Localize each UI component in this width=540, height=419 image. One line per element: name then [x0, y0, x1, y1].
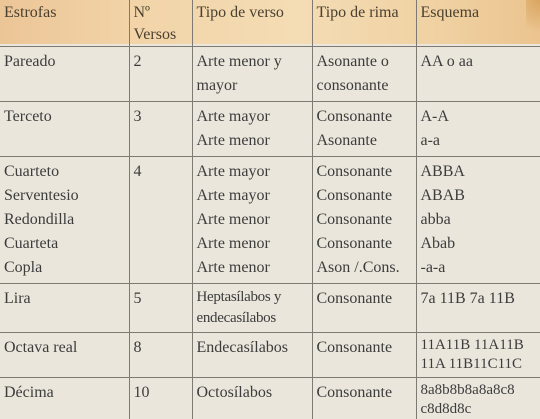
cell-versos: 8 — [129, 333, 192, 378]
cell-versos: 5 — [129, 284, 192, 333]
cell-versos: 3 — [129, 102, 192, 157]
cell-tipo-rima: Consonante Consonante Consonante Consonante Ason /.Cons. — [312, 157, 416, 284]
cell-versos: 4 — [129, 157, 192, 284]
header-esquema: Esquema — [420, 4, 480, 21]
header-versos — [129, 0, 192, 47]
header-versos-line2: Versos — [133, 26, 177, 43]
cell-tipo-verso: Arte menor y mayor — [192, 47, 312, 102]
cell-tipo-verso: Arte mayor Arte mayor Arte menor Arte menor Arte menor — [192, 157, 312, 284]
cell-tipo-verso: Heptasílabos y endecasílabos — [192, 284, 312, 333]
cell-esquema: 11A11B 11A11B 11A 11B11C11C — [416, 333, 540, 378]
cell-estrofa: Décima — [0, 378, 129, 419]
table-row — [0, 333, 540, 378]
cell-esquema: A-A a-a — [416, 102, 540, 157]
header-estrofas: Estrofas — [0, 0, 129, 47]
cell-tipo-verso: Endecasílabos — [192, 333, 312, 378]
table-row — [0, 102, 540, 157]
cell-estrofa: Lira — [0, 284, 129, 333]
cell-estrofa: Octava real — [0, 333, 129, 378]
table-row — [0, 47, 540, 102]
header-tipo-rima: Tipo de rima — [312, 0, 416, 47]
table-header-row — [0, 0, 540, 47]
cell-estrofa: Terceto — [0, 102, 129, 157]
cell-tipo-rima: Consonante — [312, 378, 416, 419]
cell-tipo-verso: Octosílabos — [192, 378, 312, 419]
cell-versos: 10 — [129, 378, 192, 419]
table-row — [0, 284, 540, 333]
cell-tipo-rima: Consonante Asonante — [312, 102, 416, 157]
cell-tipo-rima: Consonante — [312, 284, 416, 333]
cell-versos: 2 — [129, 47, 192, 102]
cell-tipo-rima: Asonante o consonante — [312, 47, 416, 102]
cell-tipo-rima: Consonante — [312, 333, 416, 378]
cell-esquema: ABBA ABAB abba Abab -a-a — [416, 157, 540, 284]
header-tipo-verso: Tipo de verso — [192, 0, 312, 47]
cell-esquema: AA o aa — [416, 47, 540, 102]
cell-tipo-verso: Arte mayor Arte menor — [192, 102, 312, 157]
table-row — [0, 157, 540, 284]
cell-estrofa: Cuarteto Serventesio Redondilla Cuarteta Copla — [0, 157, 129, 284]
table-row — [0, 378, 540, 419]
header-versos-line1: Nº — [133, 4, 151, 21]
cell-esquema: 8a8b8b8a8a8c8 c8d8d8c — [416, 378, 540, 419]
cell-estrofa: Pareado — [0, 47, 129, 102]
cell-esquema: 7a 11B 7a 11B — [416, 284, 540, 333]
